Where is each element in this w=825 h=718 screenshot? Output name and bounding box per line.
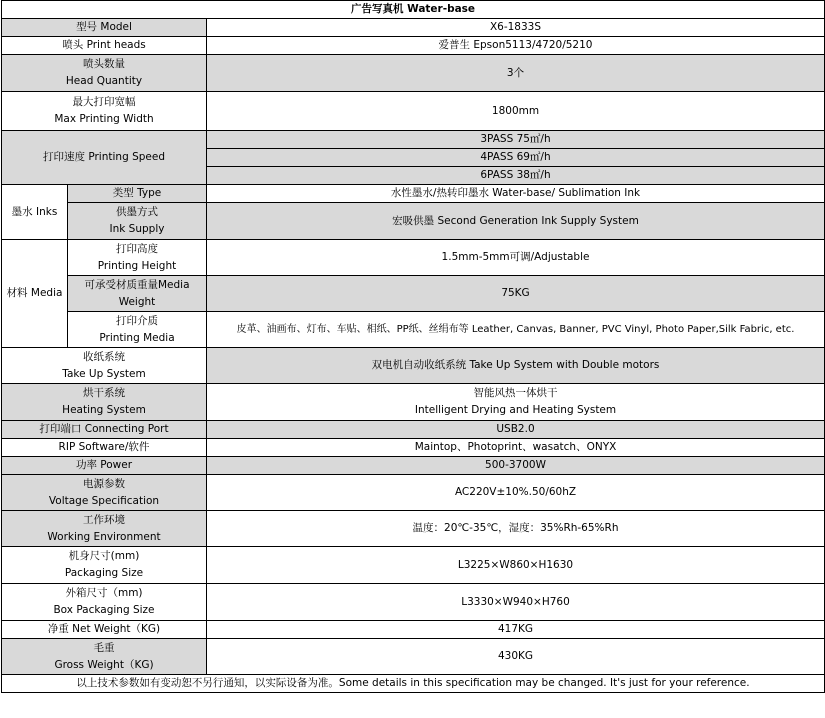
label-cn: 烘干系统 [83, 387, 125, 399]
value-speed-6pass: 6PASS 38㎡/h [207, 167, 825, 185]
row-model [2, 19, 825, 37]
label-en: Voltage Specification [48, 494, 160, 507]
label-head-quantity [2, 55, 207, 92]
label-cn: 打印介质 [116, 314, 158, 327]
row-media-height [2, 240, 825, 276]
row-take-up [2, 348, 825, 384]
value-speed-3pass: 3PASS 75㎡/h [207, 131, 825, 149]
row-printing-media [2, 312, 825, 348]
label-cn: 机身尺寸(mm) [68, 550, 140, 562]
table-title: 广告写真机 Water-base [2, 1, 825, 19]
label-net-weight: 净重 Net Weight（KG) [2, 621, 207, 639]
label-media-weight [68, 276, 207, 312]
value-media-weight: 75KG [207, 276, 825, 312]
label-en: Gross Weight（KG) [54, 658, 154, 671]
row-packaging-size [2, 547, 825, 584]
label-media-group: 材料 Media [2, 240, 68, 348]
value-gross-weight: 430KG [207, 639, 825, 675]
label-box-size [2, 584, 207, 621]
label-max-width [2, 92, 207, 131]
label-en: Working Environment [47, 530, 161, 543]
row-environment [2, 511, 825, 547]
label-packaging-size [2, 547, 207, 584]
title-row [2, 1, 825, 19]
value-ink-type: 水性墨水/热转印墨水 Water-base/ Sublimation Ink [207, 185, 825, 203]
row-gross-weight [2, 639, 825, 675]
value-packaging-size: L3225×W860×H1630 [207, 547, 825, 584]
label-cn: 最大打印宽幅 [72, 96, 136, 108]
label-take-up [2, 348, 207, 384]
label-cn: 毛重 [93, 641, 115, 654]
label-cn: 可承受材质重量Media [84, 278, 190, 291]
label-power: 功率 Power [2, 457, 207, 475]
label-en: Packaging Size [64, 567, 144, 579]
value-en: Intelligent Drying and Heating System [414, 404, 617, 416]
row-ink-type [2, 185, 825, 203]
value-media-height: 1.5mm-5mm可调/Adjustable [207, 240, 825, 276]
row-media-weight [2, 276, 825, 312]
label-environment [2, 511, 207, 547]
spec-table [1, 0, 825, 693]
value-box-size: L3330×W940×H760 [207, 584, 825, 621]
label-cn: 收纸系统 [83, 350, 125, 363]
value-rip: Maintop、Photoprint、wasatch、ONYX [207, 439, 825, 457]
label-en: Head Quantity [65, 75, 143, 87]
value-net-weight: 417KG [207, 621, 825, 639]
row-ink-supply [2, 203, 825, 240]
label-cn: 打印高度 [116, 242, 158, 255]
value-cn: 智能风热一体烘干 [473, 387, 558, 399]
label-en: Printing Height [97, 259, 177, 272]
row-port [2, 421, 825, 439]
label-cn: 电源参数 [83, 477, 125, 490]
value-power: 500-3700W [207, 457, 825, 475]
label-print-heads: 喷头 Print heads [2, 37, 207, 55]
label-en: Take Up System [62, 367, 146, 380]
row-heating [2, 384, 825, 421]
label-en: Heating System [62, 404, 146, 416]
value-environment: 温度：20℃-35℃，湿度：35%Rh-65%Rh [207, 511, 825, 547]
label-en: Box Packaging Size [53, 604, 155, 616]
value-max-width: 1800mm [207, 92, 825, 131]
value-ink-supply: 宏吸供墨 Second Generation Ink Supply System [207, 203, 825, 240]
value-heating [207, 384, 825, 421]
label-en: Weight [118, 295, 156, 308]
label-en: Max Printing Width [54, 113, 154, 125]
label-cn: 喷头数量 [83, 58, 125, 70]
label-printing-media [68, 312, 207, 348]
label-heating [2, 384, 207, 421]
value-print-heads: 爱普生 Epson5113/4720/5210 [207, 37, 825, 55]
label-speed: 打印速度 Printing Speed [2, 131, 207, 185]
row-footnote [2, 675, 825, 693]
label-cn: 工作环境 [83, 513, 125, 526]
row-box-size [2, 584, 825, 621]
row-power [2, 457, 825, 475]
value-printing-media: 皮革、油画布、灯布、车贴、相纸、PP纸、丝绢布等 Leather, Canvas, Banner, PVC Vinyl, Photo Paper,Silk Fabric, etc. [207, 312, 825, 348]
value-model: X6-1833S [207, 19, 825, 37]
label-cn: 外箱尺寸（mm) [65, 587, 143, 599]
value-voltage: AC220V±10%.50/60hZ [207, 475, 825, 511]
label-ink-supply [68, 203, 207, 240]
label-model: 型号 Model [2, 19, 207, 37]
label-inks-group: 墨水 Inks [2, 185, 68, 240]
value-head-quantity: 3个 [207, 55, 825, 92]
label-cn: 供墨方式 [116, 206, 158, 218]
label-gross-weight [2, 639, 207, 675]
label-media-height [68, 240, 207, 276]
row-print-heads [2, 37, 825, 55]
value-port: USB2.0 [207, 421, 825, 439]
label-en: Printing Media [99, 331, 175, 344]
label-voltage [2, 475, 207, 511]
label-port: 打印端口 Connecting Port [2, 421, 207, 439]
row-head-quantity [2, 55, 825, 92]
row-max-width [2, 92, 825, 131]
row-voltage [2, 475, 825, 511]
value-take-up: 双电机自动收纸系统 Take Up System with Double motors [207, 348, 825, 384]
label-en: Ink Supply [109, 223, 165, 235]
row-net-weight [2, 621, 825, 639]
value-speed-4pass: 4PASS 69㎡/h [207, 149, 825, 167]
row-speed-1 [2, 131, 825, 149]
label-rip: RIP Software/软件 [2, 439, 207, 457]
label-ink-type: 类型 Type [68, 185, 207, 203]
row-rip [2, 439, 825, 457]
footnote: 以上技术参数如有变动恕不另行通知，以实际设备为准。Some details in this specification may be changed. It's just for your reference. [2, 675, 825, 693]
